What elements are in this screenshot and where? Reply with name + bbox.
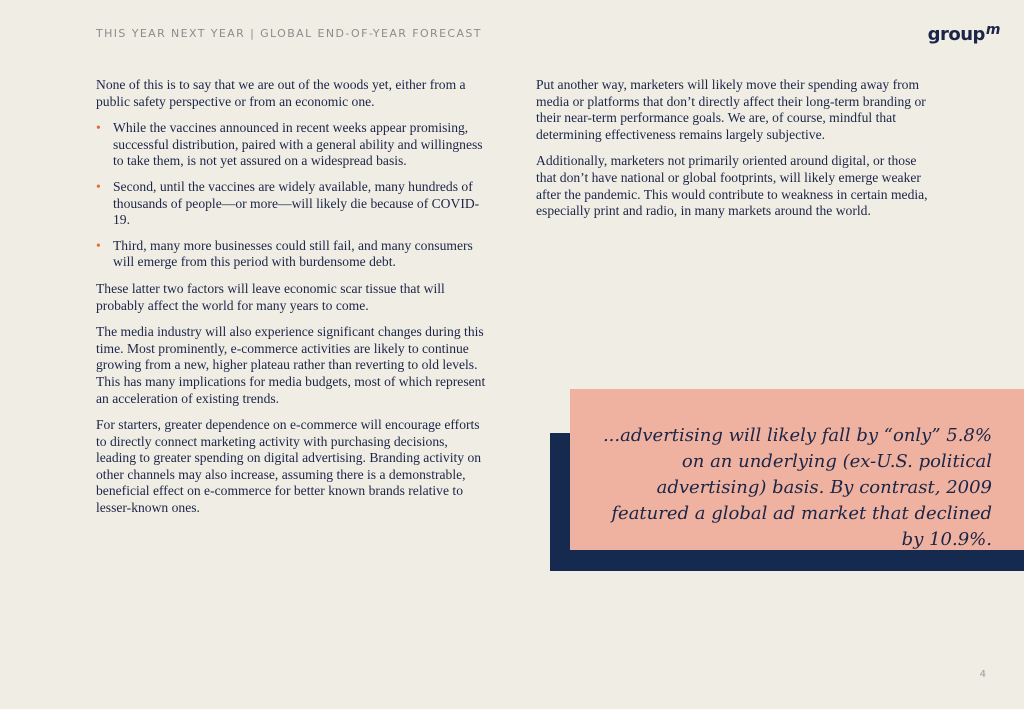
bullet-item: • Third, many more businesses could still fail, and many consumers will emerge from this period with burdensome debt. [96,238,488,271]
right-column [536,77,928,230]
bullet-item: • Second, until the vaccines are widely available, many hundreds of thousands of people—or more—will likely die because of COVID-19. [96,179,488,229]
body-paragraph: For starters, greater dependence on e-commerce will encourage efforts to directly connect marketing activity with purchasing decisions, leading to greater spending on digital advertising. Branding activity on other channels may also increase, assuming there is a demonstrable, beneficial effect on e-commerce for better known brands relative to lesser-known ones. [96,417,482,516]
bullet-item: • While the vaccines announced in recent weeks appear promising, successful distribution, paired with a general ability and willingness to take them, is not yet assured on a widespread basis. [96,120,488,170]
intro-paragraph: None of this is to say that we are out of the woods yet, either from a public safety perspective or from an economic one. [96,77,466,109]
left-column [96,77,488,527]
page-number: 4 [979,669,986,680]
pull-quote: ...advertising will likely fall by “only” 5.8% on an underlying (ex-U.S. political advertising) basis. By contrast, 2009 featured a global ad market that declined by 10.9%. [570,389,1024,550]
body-paragraph: Put another way, marketers will likely move their spending away from media or platforms that don’t directly affect their long-term branding or their near-term performance goals. We are, of course, mindful that determining effectiveness remains largely subjective. [536,77,926,142]
logo-mark: m [985,22,1000,38]
body-paragraph: The media industry will also experience significant changes during this time. Most prominently, e-commerce activities are likely to continue growing from a new, higher plateau rather than reverting to old levels. This has many implications for media budgets, most of which represent an acceleration of existing trends. [96,324,486,406]
body-paragraph: These latter two factors will leave economic scar tissue that will probably affect the world for many years to come. [96,280,445,313]
header-title: THIS YEAR NEXT YEAR | GLOBAL END-OF-YEAR FORECAST [96,27,482,40]
bullet-list [96,120,488,271]
groupm-logo [928,22,1000,45]
logo-text: group [927,24,985,45]
body-paragraph: Additionally, marketers not primarily oriented around digital, or those that don’t have national or global footprints, will likely emerge weaker after the pandemic. This would contribute to weakness in certain media, especially print and radio, in many markets around the world. [536,153,928,219]
